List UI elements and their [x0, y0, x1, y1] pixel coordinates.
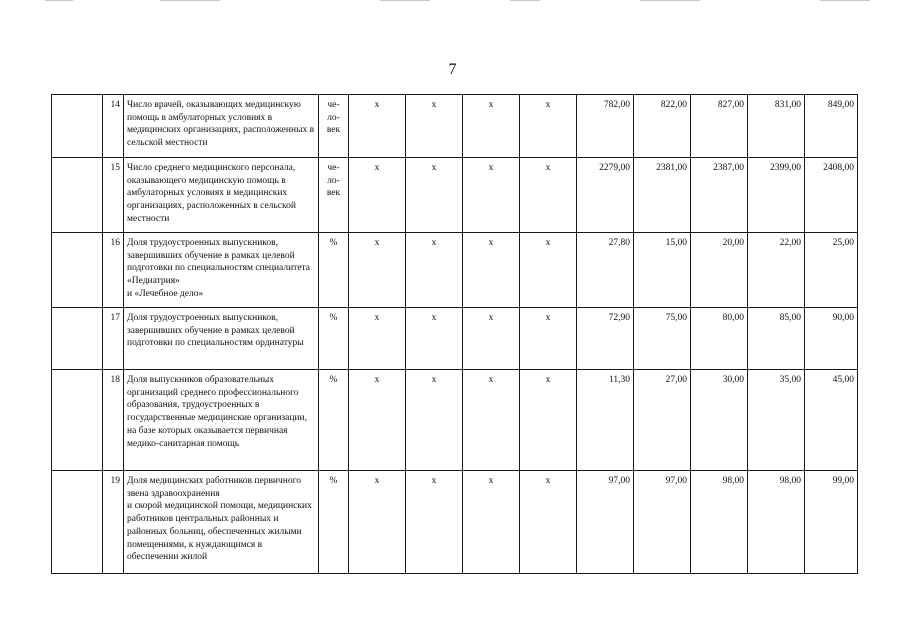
table-row — [52, 233, 858, 308]
x-cell: х — [349, 233, 406, 308]
x-cell: х — [406, 233, 463, 308]
x-cell: х — [520, 233, 577, 308]
value-cell: 27,00 — [634, 370, 691, 471]
value-cell: 822,00 — [634, 95, 691, 158]
blank-cell — [52, 233, 103, 308]
row-number: 19 — [103, 471, 124, 574]
x-cell: х — [463, 308, 520, 370]
value-cell: 97,00 — [634, 471, 691, 574]
x-cell: х — [349, 158, 406, 233]
value-cell: 2381,00 — [634, 158, 691, 233]
indicator-name: Доля медицинских работников первичного звена здравоохранения и скорой медицинской помощи, медицинских работников центральных районных и районных больниц, обеспеченных жилыми помещениями, к нуждающимся в обеспечении жилой — [124, 471, 319, 574]
row-number: 17 — [103, 308, 124, 370]
value-cell: 2279,00 — [577, 158, 634, 233]
value-cell: 72,90 — [577, 308, 634, 370]
x-cell: х — [463, 95, 520, 158]
indicator-name: Доля выпускников образовательных организаций среднего профессионального образования, трудоустроенных в государственные медицинские организации, на базе которых оказывается первичная медико-санитарная помощь — [124, 370, 319, 471]
indicator-name: Число врачей, оказывающих медицинскую помощь в амбулаторных условиях в медицинских организациях, расположенных в сельской местности — [124, 95, 319, 158]
unit-cell: % — [319, 370, 349, 471]
value-cell: 2399,00 — [748, 158, 805, 233]
x-cell: х — [406, 95, 463, 158]
scan-edge-line — [820, 0, 870, 1]
scan-edge-line — [380, 0, 430, 1]
value-cell: 20,00 — [691, 233, 748, 308]
table-row — [52, 471, 858, 574]
value-cell: 2387,00 — [691, 158, 748, 233]
value-cell: 45,00 — [805, 370, 858, 471]
indicator-name: Доля трудоустроенных выпускников, завершивших обучение в рамках целевой подготовки по специальностям специалитета «Педиатрия» и «Лечебное дело» — [124, 233, 319, 308]
value-cell: 75,00 — [634, 308, 691, 370]
value-cell: 25,00 — [805, 233, 858, 308]
unit-cell: % — [319, 233, 349, 308]
row-number: 14 — [103, 95, 124, 158]
table-row — [52, 95, 858, 158]
x-cell: х — [520, 308, 577, 370]
value-cell: 98,00 — [691, 471, 748, 574]
x-cell: х — [406, 308, 463, 370]
x-cell: х — [349, 308, 406, 370]
value-cell: 98,00 — [748, 471, 805, 574]
value-cell: 849,00 — [805, 95, 858, 158]
value-cell: 27,80 — [577, 233, 634, 308]
value-cell: 831,00 — [748, 95, 805, 158]
indicator-name: Число среднего медицинского персонала, оказывающего медицинскую помощь в амбулаторных условиях в медицинских организациях, расположенных в сельской местности — [124, 158, 319, 233]
value-cell: 2408,00 — [805, 158, 858, 233]
x-cell: х — [349, 95, 406, 158]
page-number: 7 — [448, 61, 457, 78]
blank-cell — [52, 370, 103, 471]
x-cell: х — [406, 471, 463, 574]
indicators-table — [51, 94, 858, 574]
x-cell: х — [520, 370, 577, 471]
value-cell: 15,00 — [634, 233, 691, 308]
x-cell: х — [463, 370, 520, 471]
table-body — [52, 95, 858, 574]
value-cell: 30,00 — [691, 370, 748, 471]
blank-cell — [52, 471, 103, 574]
x-cell: х — [520, 158, 577, 233]
value-cell: 85,00 — [748, 308, 805, 370]
x-cell: х — [463, 233, 520, 308]
unit-cell: % — [319, 308, 349, 370]
x-cell: х — [406, 158, 463, 233]
x-cell: х — [349, 471, 406, 574]
unit-cell: че- ло- век — [319, 158, 349, 233]
row-number: 18 — [103, 370, 124, 471]
row-number: 15 — [103, 158, 124, 233]
x-cell: х — [520, 471, 577, 574]
blank-cell — [52, 95, 103, 158]
scan-edge-line — [640, 0, 700, 1]
value-cell: 35,00 — [748, 370, 805, 471]
x-cell: х — [349, 370, 406, 471]
row-number: 16 — [103, 233, 124, 308]
value-cell: 80,00 — [691, 308, 748, 370]
x-cell: х — [520, 95, 577, 158]
value-cell: 782,00 — [577, 95, 634, 158]
table-row — [52, 158, 858, 233]
scan-edge-line — [510, 0, 540, 1]
x-cell: х — [463, 158, 520, 233]
value-cell: 827,00 — [691, 95, 748, 158]
x-cell: х — [463, 471, 520, 574]
value-cell: 97,00 — [577, 471, 634, 574]
blank-cell — [52, 308, 103, 370]
scan-edge-line — [45, 0, 73, 1]
scan-edge-line — [160, 0, 220, 1]
value-cell: 99,00 — [805, 471, 858, 574]
x-cell: х — [406, 370, 463, 471]
value-cell: 22,00 — [748, 233, 805, 308]
value-cell: 11,30 — [577, 370, 634, 471]
table-row — [52, 370, 858, 471]
indicator-name: Доля трудоустроенных выпускников, завершивших обучение в рамках целевой подготовки по специальностям ординатуры — [124, 308, 319, 370]
value-cell: 90,00 — [805, 308, 858, 370]
unit-cell: % — [319, 471, 349, 574]
unit-cell: че- ло- век — [319, 95, 349, 158]
table-row — [52, 308, 858, 370]
blank-cell — [52, 158, 103, 233]
